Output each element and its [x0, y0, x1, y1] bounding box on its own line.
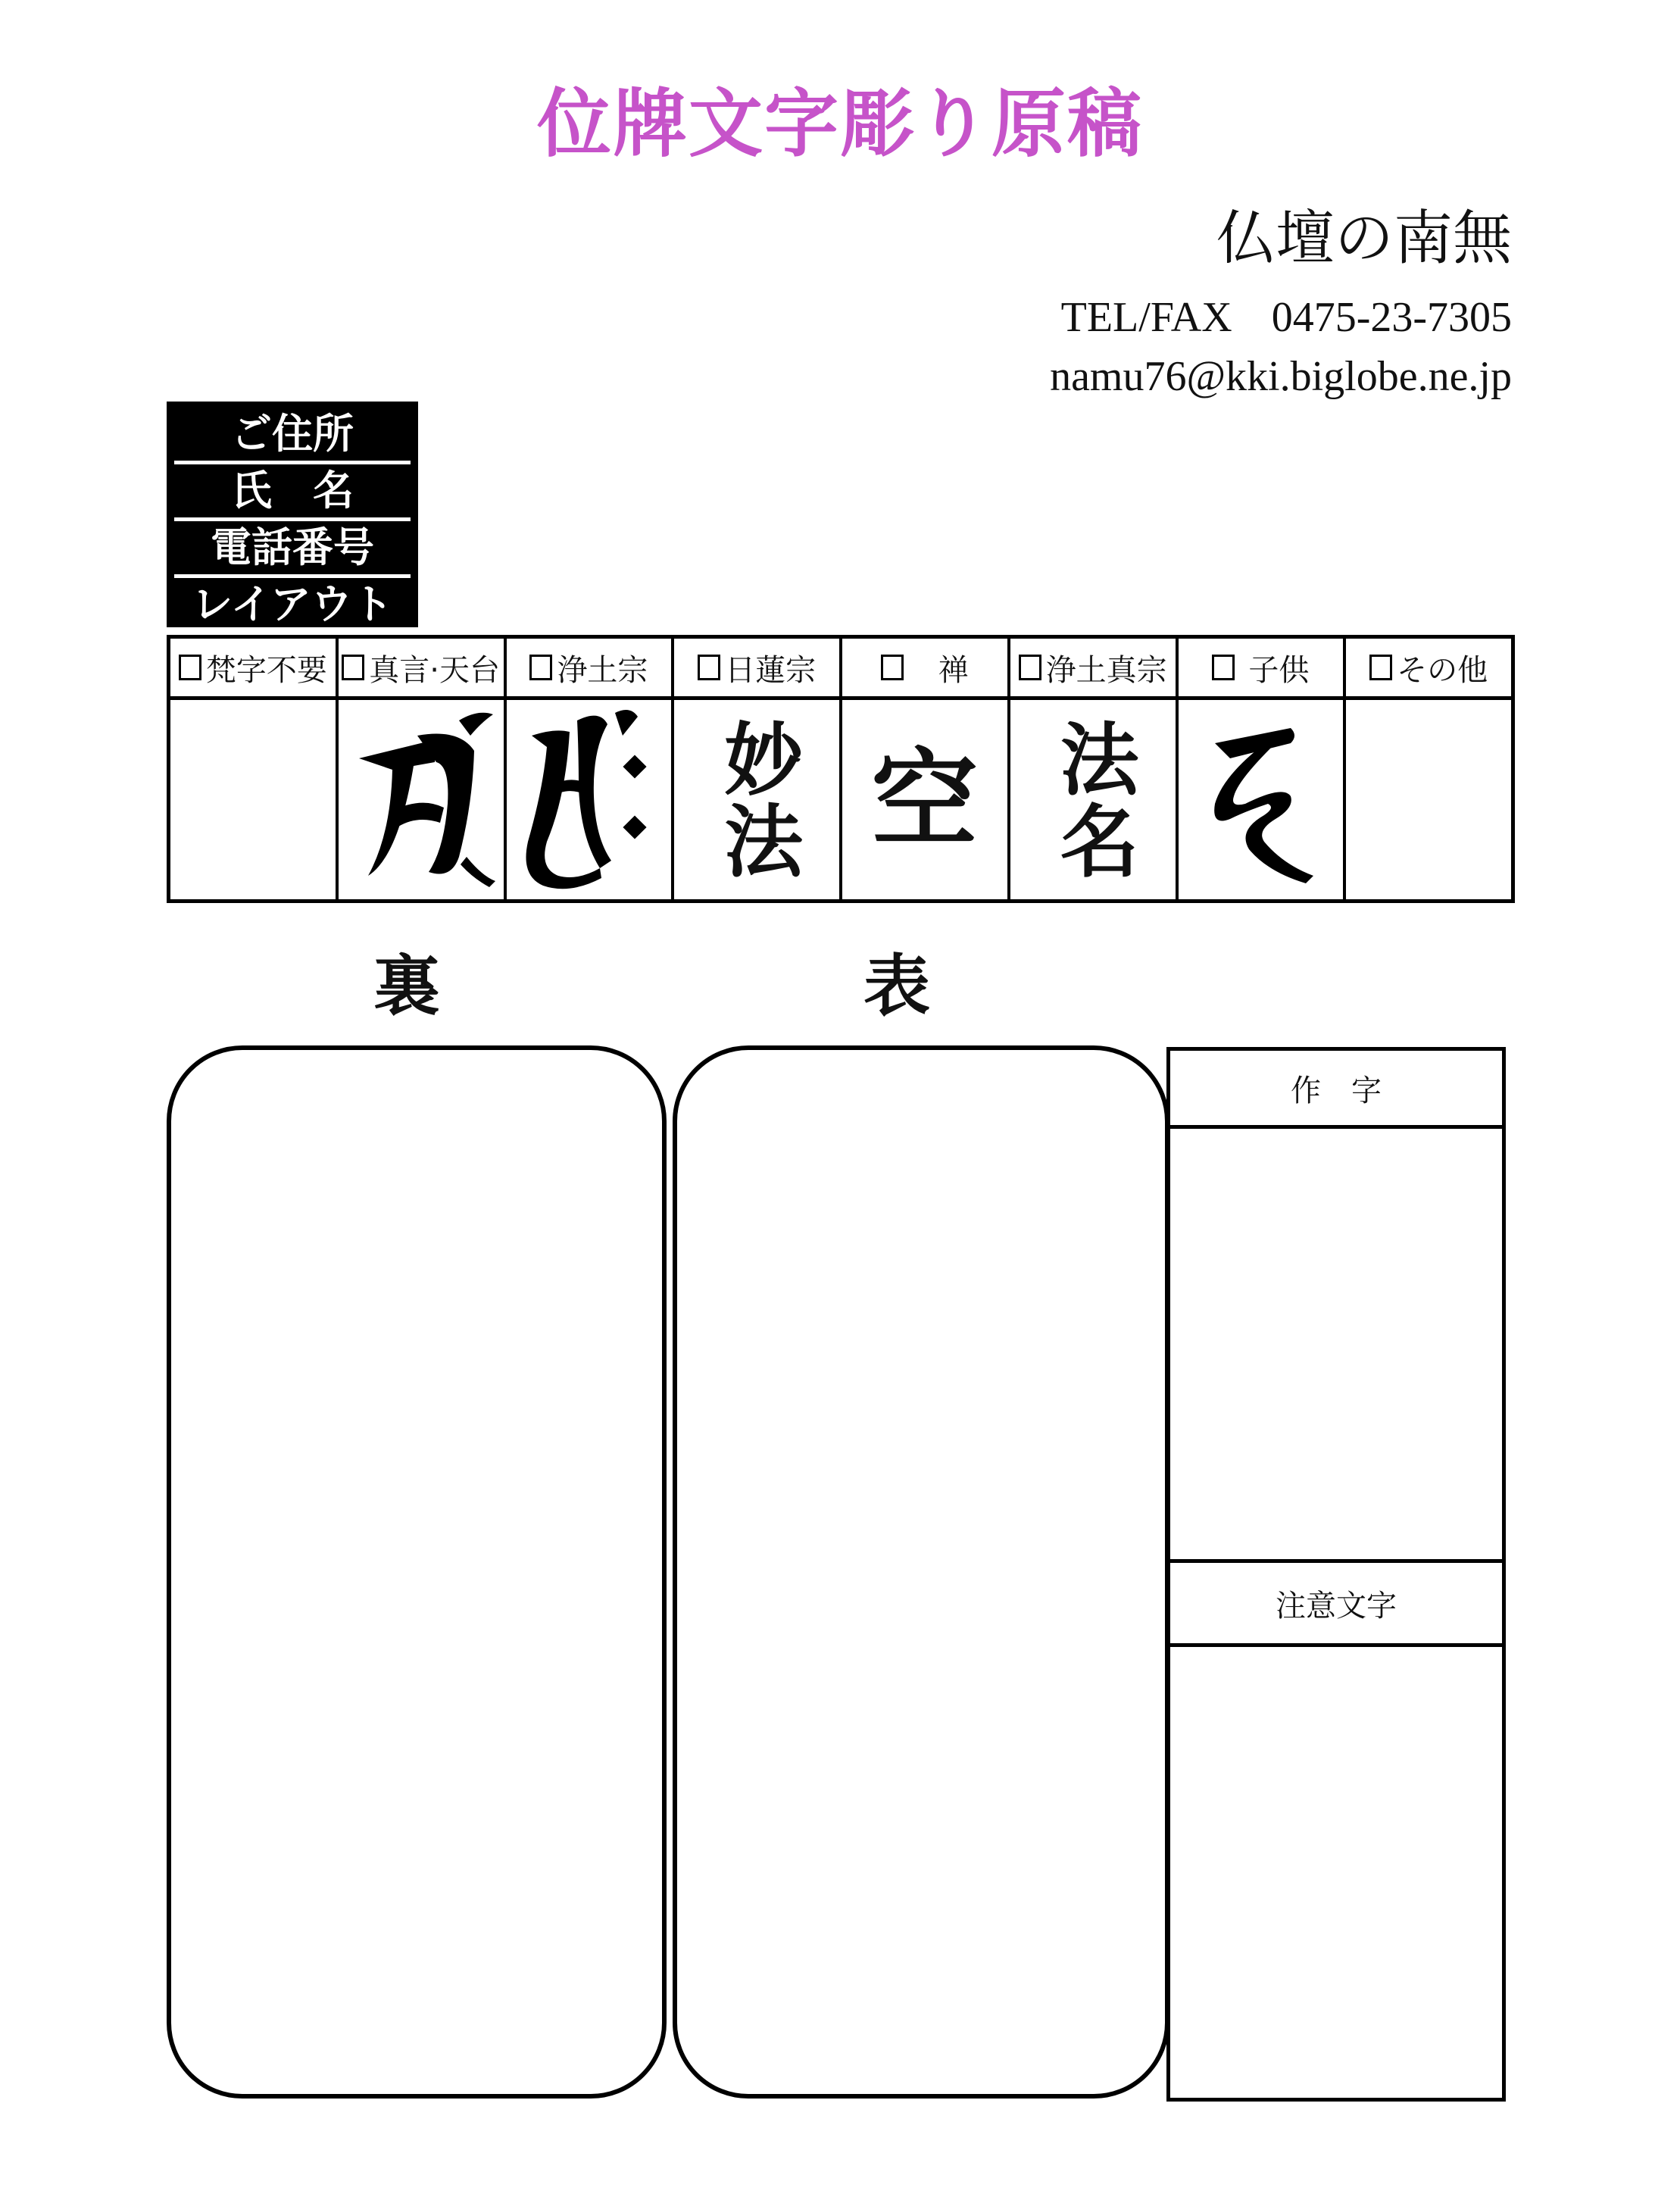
sect-label: 子供	[1248, 652, 1310, 688]
sect-label: その他	[1397, 652, 1488, 688]
sect-option-jodo[interactable]	[507, 639, 675, 899]
sect-option-zen[interactable]	[842, 639, 1010, 899]
checkbox[interactable]	[179, 655, 201, 680]
sect-option-child[interactable]	[1179, 639, 1347, 899]
sect-label: 浄土宗	[557, 652, 648, 688]
caution-header: 注意文字	[1276, 1588, 1397, 1624]
sect-glyph-text: 法名	[1046, 717, 1140, 882]
checkbox[interactable]	[529, 655, 552, 680]
sect-option-nichiren[interactable]	[674, 639, 842, 899]
sect-option-jodo-shinshu[interactable]	[1010, 639, 1179, 899]
sect-glyph-cell	[1010, 700, 1176, 899]
checkbox[interactable]	[342, 655, 364, 680]
sect-glyph-cell	[507, 700, 672, 899]
sakuji-header: 作 字	[1291, 1073, 1382, 1108]
sect-option-other[interactable]	[1346, 639, 1511, 899]
tel-number: 0475-23-7305	[1271, 294, 1512, 341]
checkbox[interactable]	[1019, 655, 1041, 680]
label-address: ご住所	[174, 408, 411, 464]
sect-label: 梵字不要	[205, 652, 327, 688]
sakuji-area[interactable]	[1170, 1129, 1502, 1559]
sanskrit-a-icon	[345, 705, 497, 895]
sanskrit-ka-icon	[1200, 713, 1321, 887]
checkbox[interactable]	[1212, 655, 1235, 680]
sect-selection-table	[167, 635, 1515, 903]
sect-label: 浄土真宗	[1045, 652, 1167, 688]
checkbox[interactable]	[881, 655, 904, 680]
sect-option-none[interactable]	[170, 639, 339, 899]
sect-option-shingon-tendai[interactable]	[339, 639, 507, 899]
sect-glyph-cell	[170, 700, 336, 899]
sanskrit-kiriku-icon	[517, 705, 660, 895]
tel-line	[1050, 288, 1512, 347]
front-label: 表	[863, 947, 931, 1025]
label-layout: レイアウト	[192, 580, 393, 628]
sect-glyph-cell	[674, 700, 839, 899]
shop-contact	[1050, 288, 1512, 406]
back-label: 裏	[373, 947, 441, 1025]
sect-label: 日蓮宗	[725, 652, 817, 688]
sect-glyph-cell	[1179, 700, 1344, 899]
front-text-area[interactable]	[673, 1045, 1169, 2099]
notes-panel	[1166, 1047, 1506, 2102]
tel-label: TEL/FAX	[1060, 294, 1232, 341]
shop-name: 仏壇の南無	[1216, 205, 1512, 273]
checkbox[interactable]	[698, 655, 720, 680]
sect-label: 真言·天台	[369, 652, 500, 688]
sect-glyph-cell	[339, 700, 504, 899]
sect-glyph-text: 空	[871, 737, 978, 862]
customer-info-labels	[167, 402, 418, 627]
sect-glyph-text: 妙法	[710, 717, 804, 882]
checkbox[interactable]	[1369, 655, 1392, 680]
sect-glyph-cell	[842, 700, 1007, 899]
email: namu76@kki.biglobe.ne.jp	[1050, 353, 1512, 400]
label-phone: 電話番号	[174, 521, 411, 578]
page-title: 位牌文字彫り原稿	[536, 81, 1143, 167]
sect-label: 禅	[907, 652, 969, 688]
label-name: 氏 名	[174, 464, 411, 521]
back-text-area[interactable]	[167, 1045, 667, 2099]
sect-glyph-cell	[1346, 700, 1511, 899]
caution-area[interactable]	[1170, 1647, 1502, 2098]
